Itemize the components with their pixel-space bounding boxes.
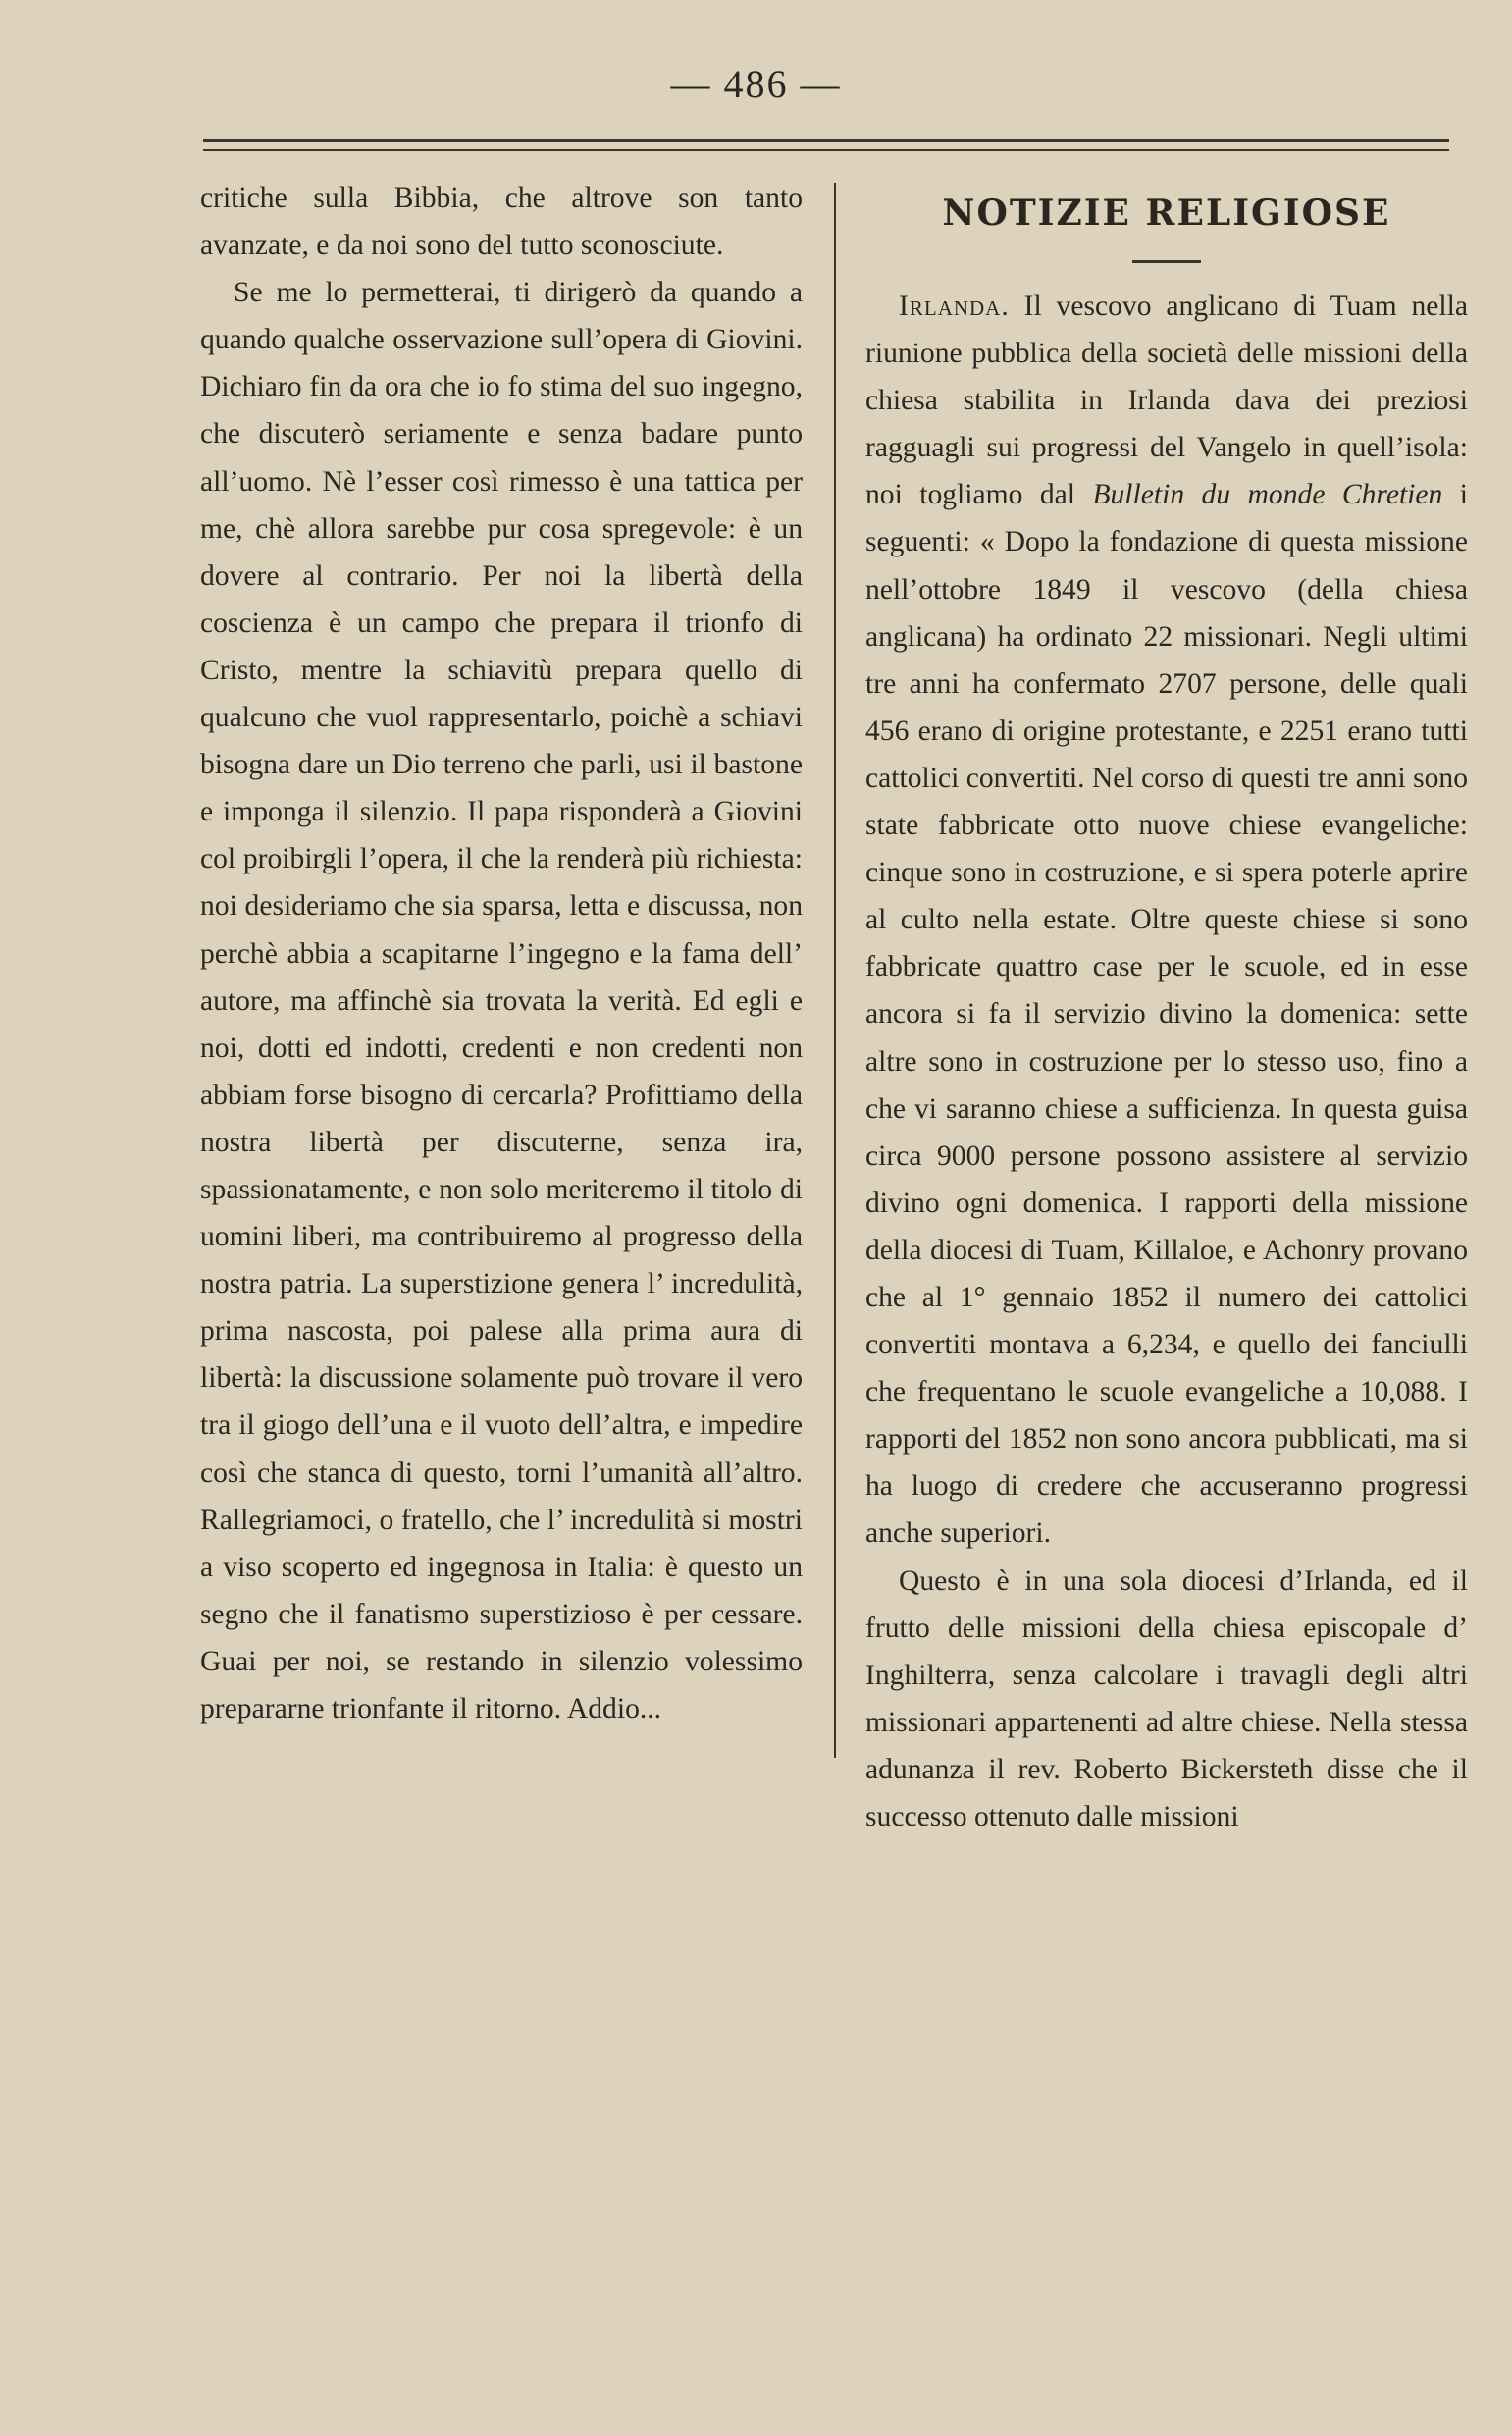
left-column xyxy=(200,175,803,1732)
title-rule xyxy=(1132,260,1201,263)
paragraph xyxy=(865,283,1468,1558)
text-run: Il vescovo anglicano di Tuam nella riunione pubblica della società delle missioni della chiesa stabilita in Irlanda dava dei preziosi ragguagli sui progressi del Vangelo in quell’isola: noi togliamo dal xyxy=(865,291,1468,511)
section-title: NOTIZIE RELIGIOSE xyxy=(942,192,1391,234)
paragraph: Se me lo permetterai, ti dirigerò da quando a quando qualche osservazione sull’opera di Giovini. Dichiaro fin da ora che io fo stima del suo ingegno, che discuterò seriamente e senza badare punto all’uomo. Nè l’esser così rimesso è una tattica per me, chè allora sarebbe pur cosa spregevole: è un dovere al contrario. Per noi la libertà della coscienza è un campo che prepara il trionfo di Cristo, mentre la schiavitù prepara quello di qualcuno che vuol rappresentarlo, poichè a schiavi bisogna dare un Dio terreno che parli, usi il bastone e imponga il silenzio. Il papa risponderà a Giovini col proibirgli l’opera, il che la renderà più richiesta: noi desideriamo che sia sparsa, letta e discussa, non perchè abbia a scapitarne l’ingegno e la fama dell’ autore, ma affinchè sia trovata la verità. Ed egli e noi, dotti ed indotti, credenti e non credenti non abbiam forse bisogno di cercarla? Profittiamo della nostra libertà per discuterne, senza ira, spassionatamente, e non solo meriteremo il titolo di uomini liberi, ma contribuiremo al progresso della nostra patria. La superstizione genera l’ incredulità, prima nascosta, poi palese alla prima aura di libertà: la discussione solamente può trovare il vero tra il giogo dell’una e il vuoto dell’altra, e impedire così che stanca di questo, torni l’umanità all’altro. Rallegriamoci, o fratello, che l’ incredulità si mostri a viso scoperto ed ingegnosa in Italia: è questo un segno che il fanatismo superstizioso è per cessare. Guai per noi, se restando in silenzio volessimo prepararne trionfante il ritorno. Addio... xyxy=(200,277,803,1724)
column-divider xyxy=(834,183,836,1758)
paragraph: Questo è in una sola diocesi d’Irlanda, ed il frutto delle missioni della chiesa episcopale d’ Inghilterra, senza calcolare i travagli degli altri missionari appartenenti ad altre chiese. Nella stessa adunanza il rev. Roberto Bickersteth disse che il successo ottenuto dalle missioni xyxy=(865,1564,1468,1832)
paragraph: critiche sulla Bibbia, che altrove son tanto avanzate, e da noi sono del tutto sconosciute. xyxy=(200,183,803,262)
publication-title: Bulletin du monde Chretien xyxy=(1092,479,1443,511)
text-run: i seguenti: « Dopo la fondazione di questa missione nell’ottobre 1849 il vescovo (della chiesa anglicana) ha ordinato 22 missionari. Negli ultimi tre anni ha confermato 2707 persone, delle quali 456 erano di origine protestante, e 2251 erano tutti cattolici convertiti. Nel corso di questi tre anni sono state fabbricate otto nuove chiese evangeliche: cinque sono in costruzione, e si spera poterle aprire al culto nella estate. Oltre queste chiese si sono fabbricate quattro case per le scuole, ed in esse ancora si fa il servizio divino la domenica: sette altre sono in costruzione per lo stesso uso, fino a che vi saranno chiese a sufficienza. In questa guisa circa 9000 persone possono assistere al servizio divino ogni domenica. I rapporti della missione della diocesi di Tuam, Killaloe, e Achonry provano che al 1° gennaio 1852 il numero dei cattolici convertiti montava a 6,234, e quello dei fanciulli che frequentano le scuole evangeliche a 10,088. I rapporti del 1852 non sono ancora pubblicati, ma si ha luogo di credere che accuseranno progressi anche superiori. xyxy=(865,479,1468,1550)
right-column xyxy=(865,193,1468,1840)
place-heading: Irlanda. xyxy=(899,291,1010,322)
header-rule xyxy=(203,139,1449,151)
page-number: — 486 — xyxy=(670,62,842,106)
